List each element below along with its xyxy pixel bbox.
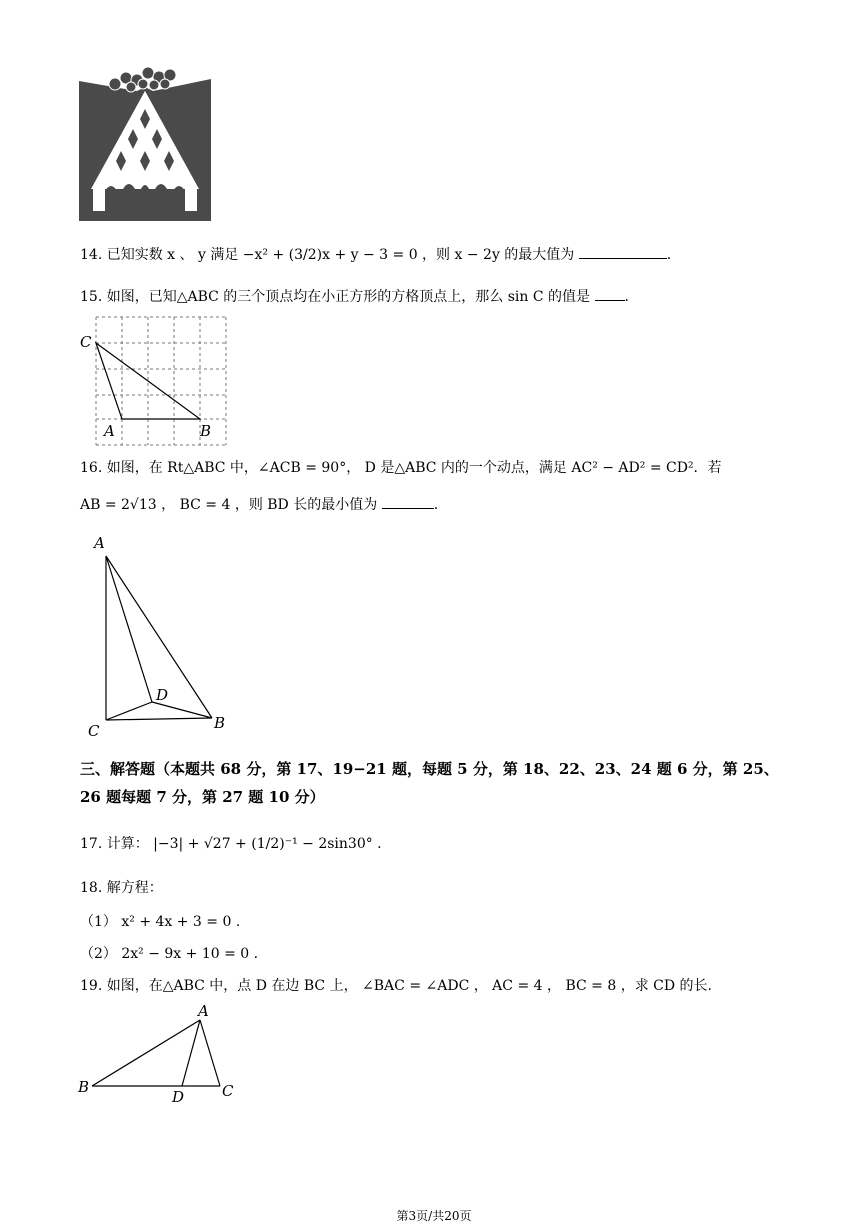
section-3-heading-line2: 26 题每题 7 分，第 27 题 10 分） xyxy=(80,788,325,806)
school-logo-figure xyxy=(79,65,211,221)
label-d: D xyxy=(156,686,169,704)
question-15-end: . xyxy=(624,289,629,305)
question-18-part1: （1） x² + 4x + 3 = 0 . xyxy=(80,914,241,930)
question-16-end: . xyxy=(433,497,439,513)
question-14-end: . xyxy=(666,247,672,263)
label-b: B xyxy=(214,714,226,732)
label-a: A xyxy=(104,422,115,440)
label-d: D xyxy=(172,1088,185,1106)
question-14 xyxy=(80,244,671,265)
figure-q16-triangle xyxy=(84,532,234,740)
page-footer: 第3页/共20页 xyxy=(396,1209,472,1223)
answer-blank-15 xyxy=(595,286,625,301)
label-c: C xyxy=(88,722,100,740)
answer-blank-14 xyxy=(579,244,667,259)
question-14-text: 14. 已知实数 x 、 y 满足 −x² + (3/2)x + y − 3 = 0 ，则 x − 2y 的最大值为 xyxy=(80,247,575,263)
label-c: C xyxy=(222,1082,234,1100)
label-a: A xyxy=(198,1002,209,1020)
section-3-heading-line1: 三、解答题（本题共 68 分，第 17、19−21 题，每题 5 分，第 18、22、23、24 题 6 分，第 25、 xyxy=(80,760,779,778)
question-18-title: 18. 解方程： xyxy=(80,880,163,896)
label-c: C xyxy=(80,333,92,351)
figure-q15-grid xyxy=(76,312,232,450)
question-16-line2 xyxy=(80,494,438,515)
question-16-text: AB = 2√13 ， BC = 4 ，则 BD 长的最小值为 xyxy=(80,497,378,513)
question-16-line1: 16. 如图，在 Rt△ABC 中，∠ACB = 90°， D 是△ABC 内的一个动点，满足 AC² − AD² = CD²．若 xyxy=(80,460,722,476)
figure-q19-triangle xyxy=(74,1002,244,1106)
label-b: B xyxy=(200,422,212,440)
label-a: A xyxy=(94,534,105,552)
answer-blank-16 xyxy=(382,494,434,509)
label-b: B xyxy=(78,1078,90,1096)
question-15 xyxy=(80,286,629,307)
question-19: 19. 如图，在△ABC 中，点 D 在边 BC 上， ∠BAC = ∠ADC ， AC = 4 ， BC = 8 ，求 CD 的长. xyxy=(80,978,712,994)
question-18-part2: （2） 2x² − 9x + 10 = 0 . xyxy=(80,946,259,962)
question-17: 17. 计算： |−3| + √27 + (1/2)⁻¹ − 2sin30° . xyxy=(80,836,382,852)
question-15-text: 15. 如图，已知△ABC 的三个顶点均在小正方形的方格顶点上，那么 sin C 的值是 xyxy=(80,289,591,305)
